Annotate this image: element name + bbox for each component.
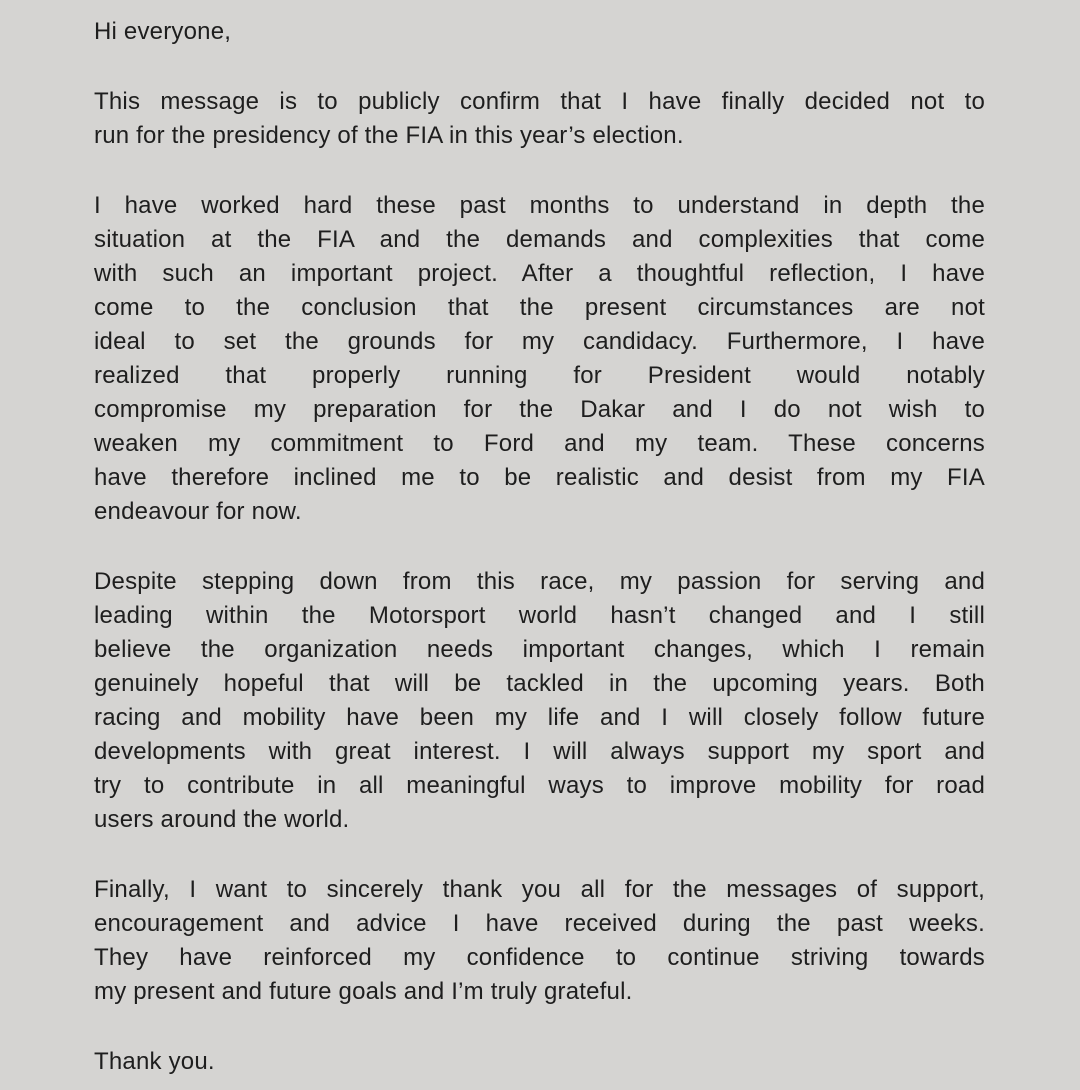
text-line: encouragement and advice I have received during the past weeks. bbox=[94, 910, 985, 937]
text-line: with such an important project. After a thoughtful reflection, I have bbox=[94, 260, 985, 287]
text-line: come to the conclusion that the present circumstances are not bbox=[94, 294, 985, 321]
paragraph-announcement bbox=[94, 85, 985, 153]
text-line: developments with great interest. I will always support my sport and bbox=[94, 738, 985, 765]
text-line: Finally, I want to sincerely thank you all for the messages of support, bbox=[94, 876, 985, 903]
text-line: users around the world. bbox=[94, 806, 350, 833]
paragraph-gratitude bbox=[94, 873, 985, 1009]
text-line: compromise my preparation for the Dakar and I do not wish to bbox=[94, 396, 985, 423]
text-line: genuinely hopeful that will be tackled in the upcoming years. Both bbox=[94, 670, 985, 697]
text-line: weaken my commitment to Ford and my team. These concerns bbox=[94, 430, 985, 457]
text-line: ideal to set the grounds for my candidacy. Furthermore, I have bbox=[94, 328, 985, 355]
text-line: Thank you. bbox=[94, 1048, 215, 1075]
text-line: believe the organization needs important changes, which I remain bbox=[94, 636, 985, 663]
text-line: run for the presidency of the FIA in this year’s election. bbox=[94, 122, 684, 149]
text-line: They have reinforced my confidence to continue striving towards bbox=[94, 944, 985, 971]
text-line: leading within the Motorsport world hasn’t changed and I still bbox=[94, 602, 985, 629]
paragraph-reasons bbox=[94, 189, 985, 529]
text-line: This message is to publicly confirm that I have finally decided not to bbox=[94, 88, 985, 115]
closing bbox=[94, 1045, 985, 1079]
text-line: my present and future goals and I’m truly grateful. bbox=[94, 978, 633, 1005]
paragraph-passion bbox=[94, 565, 985, 837]
text-line: I have worked hard these past months to understand in depth the bbox=[94, 192, 985, 219]
text-line: have therefore inclined me to be realistic and desist from my FIA bbox=[94, 464, 985, 491]
text-line: situation at the FIA and the demands and complexities that come bbox=[94, 226, 985, 253]
text-line: Hi everyone, bbox=[94, 18, 232, 45]
greeting bbox=[94, 15, 985, 49]
text-line: Despite stepping down from this race, my passion for serving and bbox=[94, 568, 985, 595]
text-line: endeavour for now. bbox=[94, 498, 302, 525]
statement-body bbox=[94, 15, 985, 1079]
text-line: try to contribute in all meaningful ways to improve mobility for road bbox=[94, 772, 985, 799]
text-line: racing and mobility have been my life and I will closely follow future bbox=[94, 704, 985, 731]
text-line: realized that properly running for President would notably bbox=[94, 362, 985, 389]
